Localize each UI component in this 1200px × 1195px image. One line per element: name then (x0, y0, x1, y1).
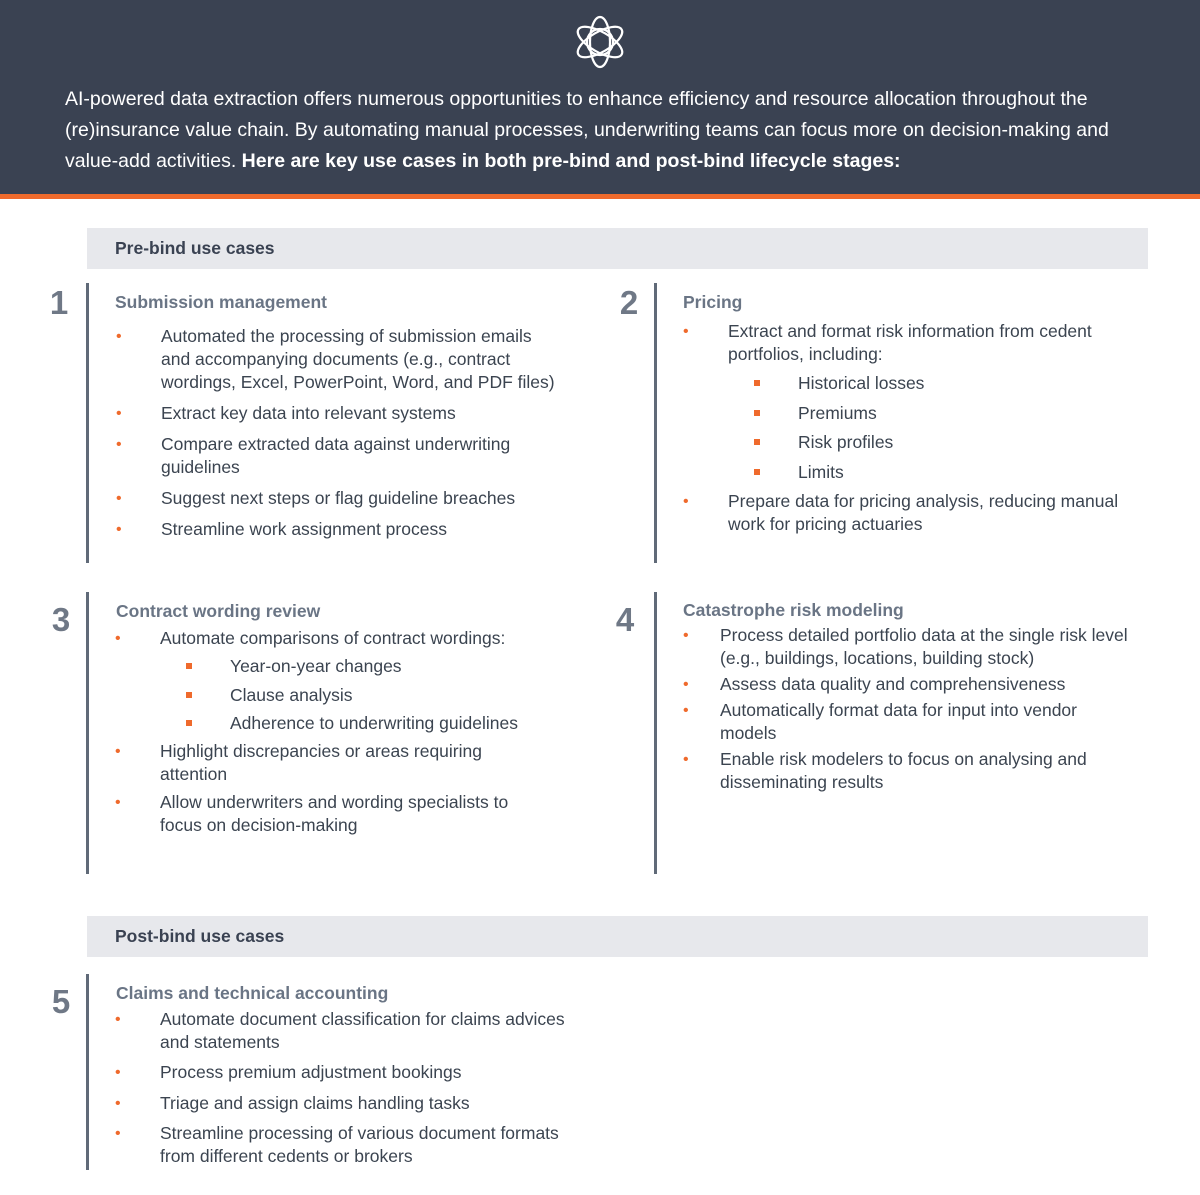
list-item (116, 518, 556, 541)
list-item-text: Assess data quality and comprehensiveness (720, 674, 1066, 694)
list-item (115, 791, 545, 837)
list-item (115, 1122, 585, 1168)
list-item-text: Automate comparisons of contract wordings: (160, 628, 506, 648)
bullet-icon: • (115, 1125, 121, 1142)
card-list (683, 624, 1133, 794)
list-item-text: Process detailed portfolio data at the single risk level (e.g., buildings, locations, building stock) (720, 625, 1128, 668)
list-item (683, 624, 1133, 670)
card-list (116, 325, 556, 541)
list-item (683, 490, 1153, 536)
bullet-icon: • (116, 490, 122, 507)
list-item-text: Streamline work assignment process (161, 519, 447, 539)
list-item-text: Streamline processing of various document formats from different cedents or brokers (160, 1123, 559, 1166)
list-item-text: Extract key data into relevant systems (161, 403, 456, 423)
bullet-icon: • (683, 627, 689, 644)
card-divider (654, 283, 657, 563)
square-bullet-icon (754, 439, 760, 445)
postbind-heading-band (87, 916, 1148, 957)
list-item-text: Allow underwriters and wording specialists to focus on decision-making (160, 792, 509, 835)
sub-list-item-text: Premiums (798, 402, 877, 423)
card-title: Catastrophe risk modeling (683, 600, 904, 620)
bullet-icon: • (115, 1064, 121, 1081)
list-item (116, 487, 556, 510)
sub-list-item-text: Historical losses (798, 373, 925, 393)
sub-list-item-text: Year-on-year changes (230, 656, 402, 676)
sub-list-item-text: Adherence to underwriting guidelines (230, 713, 518, 733)
bullet-icon: • (683, 492, 689, 510)
card-divider (654, 592, 657, 874)
sub-list-item-text: Limits (798, 461, 844, 482)
list-item-text: Automate document classification for claims advices and statements (160, 1009, 565, 1052)
sub-list-item (160, 684, 545, 707)
bullet-icon: • (115, 630, 121, 647)
card-divider (86, 974, 89, 1170)
list-item-text: Prepare data for pricing analysis, reducing manual work for pricing actuaries (728, 490, 1119, 534)
sub-list-item (728, 461, 1153, 484)
list-item (683, 320, 1153, 484)
intro-paragraph (65, 84, 1145, 177)
bullet-icon: • (115, 1011, 121, 1028)
list-item (683, 748, 1133, 794)
bullet-icon: • (116, 328, 122, 345)
sub-list-item (728, 402, 1153, 425)
list-item-text: Process premium adjustment bookings (160, 1062, 462, 1082)
list-item-text: Extract and format risk information from cedent portfolios, including: (728, 321, 1092, 364)
card-number: 3 (51, 601, 71, 638)
list-item-text: Automatically format data for input into vendor models (720, 700, 1077, 743)
card-title: Claims and technical accounting (116, 983, 389, 1003)
list-item-text: Suggest next steps or flag guideline breaches (161, 488, 516, 508)
list-item (115, 740, 545, 786)
header-banner (0, 0, 1200, 199)
sub-list-item (728, 431, 1153, 454)
card-title: Pricing (683, 292, 743, 312)
list-item (683, 699, 1133, 745)
list-item-text: Highlight discrepancies or areas requiring attention (160, 741, 482, 784)
bullet-icon: • (116, 436, 122, 453)
list-item (683, 673, 1133, 696)
atom-orbit-icon (572, 14, 628, 70)
list-item (115, 1092, 585, 1115)
sub-list-item-text: Risk profiles (798, 432, 894, 452)
bullet-icon: • (116, 521, 122, 538)
bullet-icon: • (683, 702, 689, 719)
square-bullet-icon (754, 410, 760, 416)
square-bullet-icon (754, 469, 760, 475)
list-item (116, 325, 556, 394)
card-list (115, 627, 545, 837)
square-bullet-icon (186, 720, 192, 726)
card-list (683, 320, 1153, 536)
card-title: Submission management (115, 292, 327, 312)
postbind-heading: Post-bind use cases (115, 926, 285, 946)
sub-list-item (160, 712, 545, 735)
bullet-icon: • (115, 1095, 121, 1112)
square-bullet-icon (186, 692, 192, 698)
bullet-icon: • (683, 323, 689, 340)
sub-list-item (160, 655, 545, 678)
bullet-icon: • (115, 794, 121, 811)
list-item-text: Triage and assign claims handling tasks (160, 1093, 470, 1113)
card-divider (86, 283, 89, 563)
card-divider (86, 592, 89, 874)
intro-text: AI-powered data extraction offers numerous opportunities to enhance efficiency and resource allocation throughout the (re)insurance value chain. By automating manual processes, underwriting teams can focus more on decision-making and value-add activities. (65, 88, 1109, 172)
list-item-text: Enable risk modelers to focus on analysing and disseminating results (720, 749, 1087, 792)
list-item (116, 402, 556, 425)
list-item (116, 433, 556, 479)
bullet-icon: • (683, 751, 689, 768)
list-item (115, 627, 545, 735)
card-number: 4 (615, 601, 635, 638)
card-number: 2 (619, 284, 639, 321)
sub-list-item-text: Clause analysis (230, 684, 353, 705)
square-bullet-icon (186, 663, 192, 669)
list-item-text: Automated the processing of submission emails and accompanying documents (e.g., contract wordings, Excel, PowerPoint, Word, and PDF files) (161, 326, 555, 392)
prebind-heading: Pre-bind use cases (115, 238, 275, 258)
list-item (115, 1008, 585, 1054)
card-title: Contract wording review (116, 601, 321, 621)
card-number: 1 (49, 284, 69, 321)
sub-list-item (728, 372, 1153, 395)
card-number: 5 (51, 983, 71, 1020)
card-list (115, 1008, 585, 1168)
bullet-icon: • (115, 743, 121, 760)
square-bullet-icon (754, 380, 760, 386)
intro-bold-text: Here are key use cases in both pre-bind and post-bind lifecycle stages: (241, 150, 901, 172)
bullet-icon: • (683, 676, 689, 693)
list-item (115, 1061, 585, 1084)
sub-list (728, 372, 1153, 484)
prebind-heading-band (87, 228, 1148, 269)
list-item-text: Compare extracted data against underwriting guidelines (161, 434, 511, 477)
sub-list (160, 655, 545, 735)
bullet-icon: • (116, 405, 122, 422)
